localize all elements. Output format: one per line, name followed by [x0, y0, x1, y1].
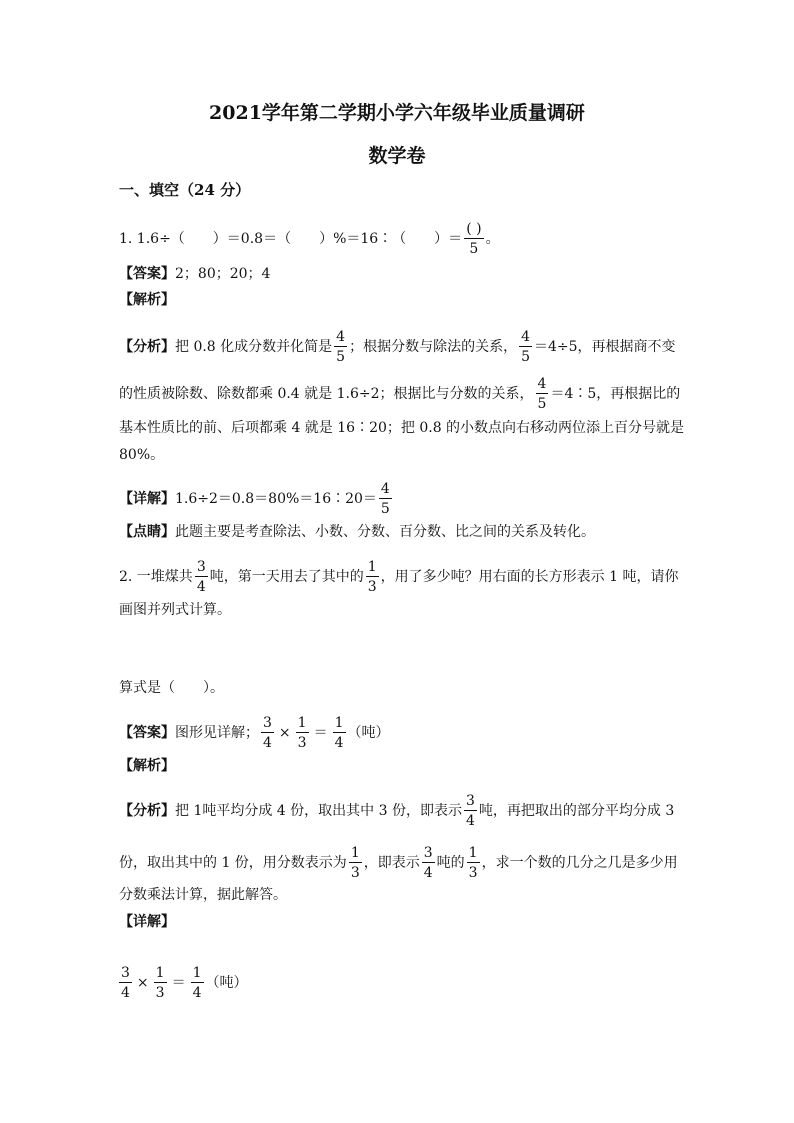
analysis-text: 吨的 — [436, 855, 465, 871]
fraction — [536, 377, 549, 411]
q2-formula-label: 算式是（ ）。 — [119, 680, 224, 696]
fraction-numerator: 3 — [121, 965, 130, 981]
fraction — [422, 846, 435, 880]
question-1-stem — [119, 222, 500, 256]
fraction-numerator: 4 — [521, 329, 531, 345]
fraction — [349, 846, 362, 880]
equals-sign: ＝ — [313, 725, 328, 741]
analysis-text: 吨，再把取出的部分平均分成 3 — [478, 803, 675, 819]
times-sign: × — [136, 975, 149, 991]
fraction-numerator: 1 — [297, 715, 307, 731]
q1-answer — [119, 264, 270, 284]
fraction — [464, 794, 477, 828]
fraction-numerator: 4 — [537, 376, 547, 392]
question-text: 吨，第一天用去了其中的 — [209, 569, 364, 585]
answer-text: 图形见详解； — [175, 725, 259, 741]
fraction-denominator: 4 — [423, 865, 433, 881]
fraction-denominator: 5 — [537, 396, 547, 412]
times-sign: × — [278, 725, 291, 741]
fraction-denominator: 4 — [192, 985, 202, 1001]
fraction-denominator: 4 — [334, 735, 344, 751]
section-heading: 一、填空（24 分） — [119, 181, 251, 199]
q1-analysis-line-3: 基本性质比的前、后项都乘 4 就是 16∶20；把 0.8 的小数点向右移动两位添上百分号就是 — [119, 420, 685, 436]
fraction — [333, 716, 346, 750]
analysis-text: 把 1吨平均分成 4 份，取出其中 3 份，即表示 — [175, 803, 462, 819]
fraction — [296, 716, 309, 750]
fraction-denominator: 4 — [196, 579, 206, 595]
fraction-numerator: 3 — [263, 715, 272, 731]
answer-tag: 【答案】 — [119, 266, 175, 282]
fraction — [119, 966, 132, 1000]
answer-text: 2；80；20；4 — [175, 266, 271, 282]
analysis-text: ，求一个数的几分之几是多少用 — [481, 855, 678, 871]
analysis-text: 份，取出其中的 1 份，用分数表示为 — [119, 855, 347, 871]
analysis-text: 把 0.8 化成分数并化简是 — [175, 339, 333, 355]
q1-analysis-line-4: 80%。 — [119, 447, 165, 463]
fraction — [154, 966, 167, 1000]
analysis-label: 【分析】 — [119, 339, 175, 355]
question-text: ，用了多少吨？用右面的长方形表示 1 吨，请你 — [380, 569, 679, 585]
analysis-label: 【分析】 — [119, 803, 175, 819]
answer-tag: 【答案】 — [119, 725, 175, 741]
fraction-denominator: 3 — [297, 735, 307, 751]
fraction-numerator: 4 — [336, 329, 346, 345]
q2-analysis-line-3: 分数乘法计算，据此解答。 — [119, 887, 287, 903]
fraction-numerator: ( ) — [466, 221, 482, 237]
fraction — [334, 330, 347, 364]
analysis-text: ＝4∶5，再根据比的 — [550, 386, 681, 402]
fraction-denominator: 3 — [155, 985, 165, 1001]
fraction-denominator: 5 — [336, 349, 346, 365]
analysis-text: ＝4÷5，再根据商不变 — [534, 339, 676, 355]
document-subtitle: 数学卷 — [368, 145, 426, 167]
q1-comment — [119, 522, 595, 542]
detail-text: 1.6÷2＝0.8＝80%＝16∶20＝ — [175, 491, 377, 507]
fraction-numerator: 3 — [465, 793, 475, 809]
q1-stem-fraction — [464, 222, 483, 256]
q2-analysis-line-2 — [119, 846, 678, 880]
fraction-denominator: 4 — [465, 813, 475, 829]
fraction-numerator: 1 — [350, 845, 360, 861]
fraction — [191, 966, 204, 1000]
detail-tag: 【详解】 — [119, 491, 175, 507]
question-text: 2. 一堆煤共 — [119, 569, 193, 585]
fraction-numerator: 4 — [380, 481, 390, 497]
analysis-text: 的性质被除数、除数都乘 0.4 就是 1.6÷2；根据比与分数的关系， — [119, 386, 534, 402]
fraction-denominator: 4 — [121, 985, 130, 1001]
q2-analysis-tag: 【解析】 — [119, 758, 175, 774]
fraction-denominator: 3 — [350, 865, 360, 881]
fraction — [195, 560, 208, 594]
fraction-denominator: 3 — [468, 865, 478, 881]
document-title: 2021学年第二学期小学六年级毕业质量调研 — [209, 102, 585, 124]
fraction-numerator: 3 — [196, 559, 206, 575]
fraction-numerator: 1 — [367, 559, 377, 575]
fraction — [366, 560, 379, 594]
q1-analysis-tag: 【解析】 — [119, 292, 175, 308]
comment-tag: 【点睛】 — [119, 524, 175, 540]
fraction — [379, 482, 392, 516]
unit-text: （吨） — [347, 725, 390, 741]
fraction-denominator: 5 — [521, 349, 531, 365]
question-2-stem-line-2: 画图并列式计算。 — [119, 602, 231, 618]
q1-analysis-line-2 — [119, 377, 680, 411]
fraction-numerator: 3 — [423, 845, 433, 861]
comment-text: 此题主要是考查除法、小数、分数、百分数、比之间的关系及转化。 — [175, 524, 595, 540]
q2-analysis-line-1 — [119, 794, 674, 828]
fraction-numerator: 1 — [334, 715, 344, 731]
fraction-denominator: 5 — [469, 241, 479, 257]
analysis-text: ；根据分数与除法的关系， — [349, 339, 518, 355]
fraction — [519, 330, 532, 364]
fraction-numerator: 1 — [155, 965, 165, 981]
unit-text: （吨） — [205, 975, 248, 991]
q2-detail-tag: 【详解】 — [119, 914, 175, 930]
fraction — [467, 846, 480, 880]
q1-stem-end: 。 — [485, 231, 500, 247]
q2-detail-equation — [119, 966, 248, 1000]
fraction-numerator: 1 — [192, 965, 202, 981]
equals-sign: ＝ — [171, 975, 186, 991]
question-2-stem — [119, 560, 678, 594]
analysis-text: ，即表示 — [363, 855, 420, 871]
fraction-numerator: 1 — [468, 845, 478, 861]
q1-stem-text: 1. 1.6÷（ ）＝0.8＝（ ）%＝16∶（ ）＝ — [119, 231, 463, 247]
fraction — [261, 716, 274, 750]
fraction-denominator: 4 — [263, 735, 272, 751]
q1-analysis-line-1 — [119, 330, 676, 364]
q2-answer — [119, 716, 390, 750]
q1-detail — [119, 482, 394, 516]
fraction-denominator: 5 — [380, 501, 390, 517]
fraction-denominator: 3 — [367, 579, 377, 595]
